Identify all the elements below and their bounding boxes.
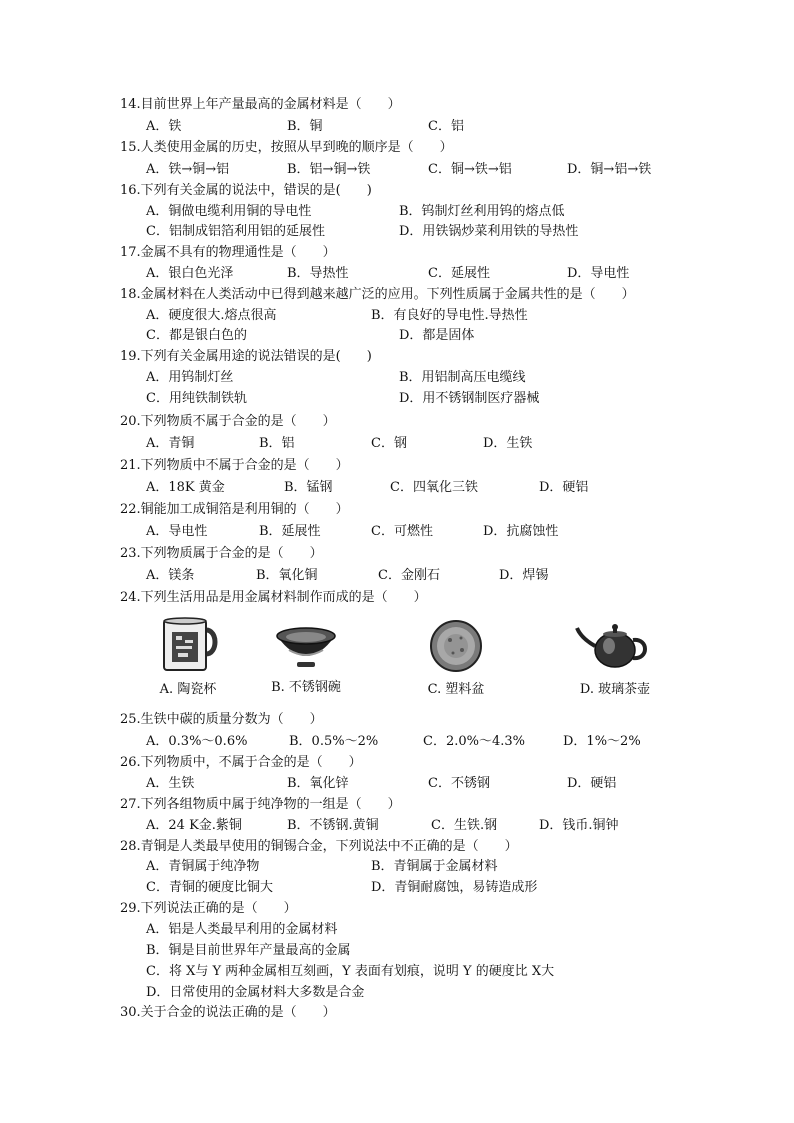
q16-option-b: B．钨制灯丝利用钨的熔点低 [399,204,565,219]
question-24-stem: 24.下列生活用品是用金属材料制作而成的是（ ） [120,590,427,605]
question-30-stem: 30.关于合金的说法正确的是（ ） [120,1005,336,1020]
q17-option-c: C．延展性 [428,266,490,281]
q21-option-b: B．锰钢 [284,480,333,495]
q21-option-c: C．四氧化三铁 [390,480,478,495]
q22-option-d: D．抗腐蚀性 [483,524,559,539]
q25-option-d: D．1%～2% [563,734,641,749]
q25-option-b: B．0.5%～2% [289,734,379,749]
q18-option-d: D．都是固体 [399,328,475,343]
q24-option-a-label: A. 陶瓷杯 [159,682,217,697]
q27-option-c: C．生铁.钢 [431,818,498,833]
q24-option-d [560,616,670,697]
q24-option-a [138,616,238,697]
q21-option-d: D．硬铝 [539,480,589,495]
q27-option-b: B．不锈钢.黄铜 [287,818,379,833]
q26-option-d: D．硬铝 [567,776,617,791]
q16-option-c: C．铝制成铝箔利用铝的延展性 [146,224,325,239]
question-14-stem: 14.目前世界上年产量最高的金属材料是（ ） [120,97,401,112]
q22-option-c: C．可燃性 [371,524,433,539]
q25-option-a: A．0.3%～0.6% [146,734,248,749]
q25-option-c: C．2.0%～4.3% [423,734,526,749]
q15-option-c: C．铜→铁→铝 [428,162,512,177]
q22-option-b: B．延展性 [259,524,321,539]
question-15-stem: 15.人类使用金属的历史，按照从早到晚的顺序是（ ） [120,140,453,155]
q29-option-b: B．铜是目前世界年产量最高的金属 [146,943,351,958]
q19-option-c: C．用纯铁制铁轨 [146,391,247,406]
q20-option-c: C．钢 [371,436,407,451]
q29-option-c: C．将 X与 Y 两种金属相互刻画，Y 表面有划痕，说明 Y 的硬度比 X大 [146,964,555,979]
question-19-stem: 19.下列有关金属用途的说法错误的是( ) [120,349,372,364]
question-27-stem: 27.下列各组物质中属于纯净物的一组是（ ） [120,797,401,812]
q15-option-d: D．铜→铝→铁 [567,162,652,177]
q23-option-a: A．镁条 [146,568,195,583]
plastic-basin-image [428,620,484,672]
question-25-stem: 25.生铁中碳的质量分数为（ ） [120,712,323,727]
q24-option-d-label: D. 玻璃茶壶 [579,682,651,697]
glass-teapot-image [575,616,655,672]
q17-option-d: D．导电性 [567,266,630,281]
q26-option-a: A．生铁 [146,776,195,791]
q18-option-c: C．都是银白色的 [146,328,247,343]
q29-option-d: D．日常使用的金属材料大多数是合金 [146,985,365,1000]
q28-option-c: C．青铜的硬度比铜大 [146,880,273,895]
question-18-stem: 18.金属材料在人类活动中已得到越来越广泛的应用。下列性质属于金属共性的是（ ） [120,287,635,302]
q14-option-a: A．铁 [146,119,182,134]
question-21-stem: 21.下列物质中不属于合金的是（ ） [120,458,349,473]
q19-option-b: B．用铝制高压电缆线 [399,370,526,385]
q15-option-a: A．铁→铜→铝 [146,162,230,177]
question-16-stem: 16.下列有关金属的说法中，错误的是( ) [120,183,372,198]
q24-option-b-label: B. 不锈钢碗 [271,680,341,695]
q16-option-d: D．用铁锅炒菜利用铁的导热性 [399,224,579,239]
q26-option-b: B．氧化锌 [287,776,349,791]
q23-option-c: C．金刚石 [378,568,440,583]
q23-option-b: B．氧化铜 [256,568,318,583]
q20-option-d: D．生铁 [483,436,533,451]
question-20-stem: 20.下列物质不属于合金的是（ ） [120,414,336,429]
question-29-stem: 29.下列说法正确的是（ ） [120,901,297,916]
q26-option-c: C．不锈钢 [428,776,490,791]
q19-option-d: D．用不锈钢制医疗器械 [399,391,540,406]
q27-option-a: A．24 K金.紫铜 [146,818,242,833]
q20-option-b: B．铝 [259,436,295,451]
question-17-stem: 17.金属不具有的物理通性是（ ） [120,245,336,260]
q29-option-a: A．铝是人类最早利用的金属材料 [146,922,338,937]
q15-option-b: B．铝→铜→铁 [287,162,371,177]
q24-option-b [256,626,356,695]
question-23-stem: 23.下列物质属于合金的是（ ） [120,546,323,561]
q17-option-b: B．导热性 [287,266,349,281]
q28-option-d: D．青铜耐腐蚀，易铸造成形 [371,880,538,895]
q28-option-a: A．青铜属于纯净物 [146,859,260,874]
question-28-stem: 28.青铜是人类最早使用的铜锡合金，下列说法中不正确的是（ ） [120,839,518,854]
q19-option-a: A．用钨制灯丝 [146,370,234,385]
q20-option-a: A．青铜 [146,436,195,451]
q22-option-a: A．导电性 [146,524,208,539]
q18-option-b: B．有良好的导电性.导热性 [371,308,528,323]
ceramic-cup-image [158,616,218,672]
steel-bowl-image [275,626,337,670]
q21-option-a: A．18K 黄金 [146,480,225,495]
q24-option-c [406,620,506,697]
question-26-stem: 26.下列物质中，不属于合金的是（ ） [120,755,362,770]
q23-option-d: D．焊锡 [499,568,549,583]
q18-option-a: A．硬度很大.熔点很高 [146,308,277,323]
question-22-stem: 22.铜能加工成铜箔是利用铜的（ ） [120,502,349,517]
q17-option-a: A．银白色光泽 [146,266,234,281]
q14-option-c: C．铝 [428,119,464,134]
q27-option-d: D．钱币.铜钟 [539,818,619,833]
q16-option-a: A．铜做电缆利用铜的导电性 [146,204,312,219]
q14-option-b: B．铜 [287,119,323,134]
q28-option-b: B．青铜属于金属材料 [371,859,498,874]
q24-option-c-label: C. 塑料盆 [427,682,485,697]
